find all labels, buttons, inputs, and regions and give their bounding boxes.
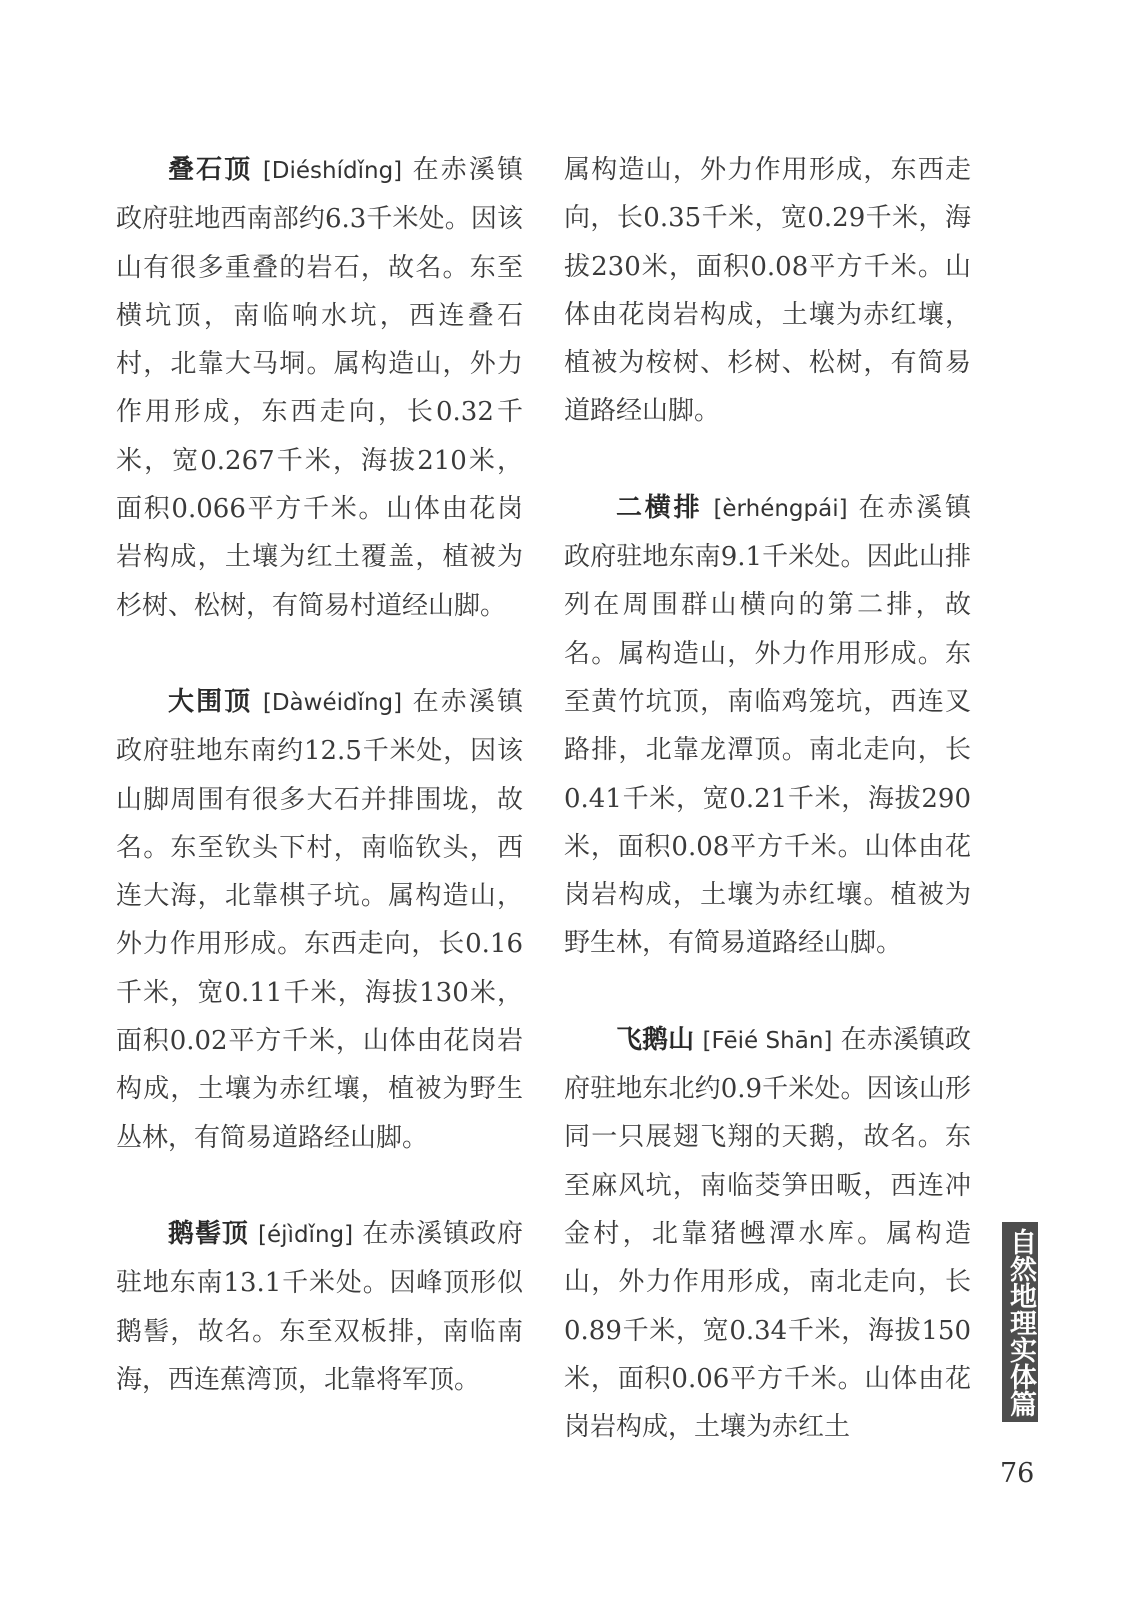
entry-feieshan: [564, 1016, 971, 1452]
entry-erhengpai: [564, 484, 971, 968]
entry-text: 在赤溪镇政府驻地东南9.1千米处。因此山排列在周围群山横向的第二排，故名。属构造山，外力作用形成。东至黄竹坑顶，南临鸡笼坑，西连叉路排，北靠龙潭顶。南北走向，长0.41千米，宽0.21千米，海拔290米，面积0.08平方千米。山体由花岗岩构成，土壤为赤红壤。植被为野生林，有简易道路经山脚。: [564, 492, 972, 959]
entry-pinyin: [Fēié Shān]: [702, 1027, 833, 1054]
entry-term: 飞鹅山: [616, 1024, 695, 1055]
entry-pinyin: [Diéshídǐng]: [262, 158, 403, 184]
section-side-tab: 自然地理实体篇: [1002, 1222, 1038, 1422]
entry-ejiding: [116, 1210, 523, 1404]
entry-term: 鹅髻顶: [168, 1218, 249, 1249]
left-column: [116, 146, 523, 1404]
page-number: 76: [1000, 1458, 1035, 1489]
entry-term: 二横排: [616, 492, 703, 523]
entry-text: 在赤溪镇政府驻地东南约12.5千米处，因该山脚周围有很多大石并排围垅，故名。东至钦头下村，南临钦头，西连大海，北靠棋子坑。属构造山，外力作用形成。东西走向，长0.16千米，宽0.11千米，海拔130米，面积0.02平方千米，山体由花岗岩构成，土壤为赤红壤，植被为野生丛林，有简易道路经山脚。: [116, 686, 523, 1153]
entry-dieshiding: [116, 146, 523, 630]
entry-continuation-text: 属构造山，外力作用形成，东西走向，长0.35千米，宽0.29千米，海拔230米，面积0.08平方千米。山体由花岗岩构成，土壤为赤红壤，植被为桉树、杉树、松树，有简易道路经山脚。: [564, 155, 971, 427]
entry-pinyin: [Dàwéidǐng]: [262, 689, 403, 716]
entry-term: 大围顶: [168, 686, 253, 717]
entry-pinyin: [èrhéngpái]: [713, 495, 848, 522]
right-column: [564, 146, 971, 1451]
entry-text: 在赤溪镇政府驻地东南13.1千米处。因峰顶形似鹅髻，故名。东至双板排，南临南海，西连蕉湾顶，北靠将军顶。: [116, 1218, 524, 1395]
entry-term: 叠石顶: [168, 155, 253, 185]
entry-ejiding-continued: [564, 146, 971, 436]
entry-daweiding: [116, 678, 523, 1162]
entry-text: 在赤溪镇政府驻地东北约0.9千米处。因该山形同一只展翅飞翔的天鹅，故名。东至麻风坑，南临茭笋田畈，西连冲金村，北靠猪乸潭水库。属构造山，外力作用形成，南北走向，长0.89千米，宽0.34千米，海拔150米，面积0.06平方千米。山体由花岗岩构成，土壤为赤红土: [564, 1024, 971, 1443]
entry-text: 在赤溪镇政府驻地西南部约6.3千米处。因该山有很多重叠的岩石，故名。东至横坑顶，南临响水坑，西连叠石村，北靠大马垌。属构造山，外力作用形成，东西走向，长0.32千米，宽0.267千米，海拔210米，面积0.066平方千米。山体由花岗岩构成，土壤为红土覆盖，植被为杉树、松树，有简易村道经山脚。: [116, 155, 523, 621]
entry-pinyin: [éjìdǐng]: [258, 1221, 354, 1248]
